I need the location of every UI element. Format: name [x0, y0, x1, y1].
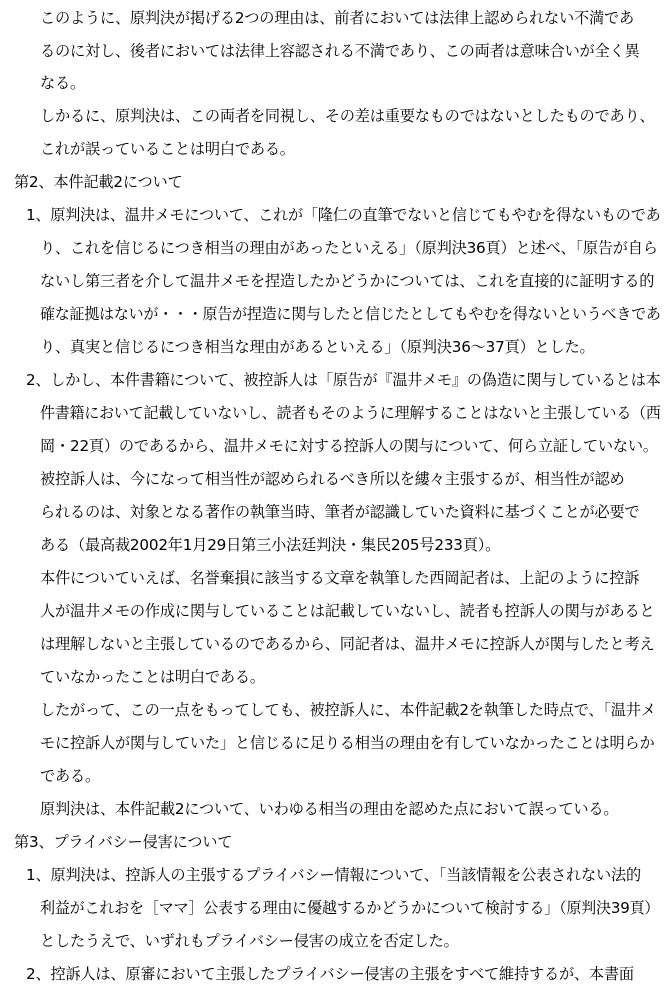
text-line: り、これを信じるにつき相当の理由があったといえる」（原判決36頁）と述べ、「原告が自ら	[40, 239, 658, 257]
text-line: このように、原判決が掲げる2つの理由は、前者においては法律上認められない不満であ	[40, 9, 634, 27]
text-line: 本件についていえば、名誉棄損に該当する文章を執筆した西岡記者は、上記のように控訴	[40, 569, 640, 587]
text-line: 1、原判決は、温井メモについて、これが「隆仁の直筆でないと信じてもやむを得ないものであ	[26, 206, 661, 224]
text-line: 1、原判決は、控訴人の主張するプライバシー情報について、「当該情報を公表されない法的	[26, 866, 641, 884]
text-line: ないし第三者を介して温井メモを捏造したかどうかについては、これを直接的に証明する的	[40, 272, 655, 290]
text-line: 原判決は、本件記載2について、いわゆる相当の理由を認めた点において誤っている。	[40, 800, 619, 818]
text-line: 件書籍において記載していないし、読者もそのように理解することはないと主張している（西	[40, 404, 661, 422]
text-line: は理解しないと主張しているのであるから、同記者は、温井メモに控訴人が関与したと考え	[40, 635, 655, 653]
text-line: 利益がこれおを［ママ］公表する理由に優越するかどうかについて検討する」（原判決39頁）	[40, 899, 660, 917]
text-line: ていなかったことは明白である。	[40, 668, 265, 686]
text-line: 2、控訴人は、原審において主張したプライバシー侵害の主張をすべて維持するが、本書面	[26, 965, 634, 983]
text-line: としたうえで、いずれもプライバシー侵害の成立を否定した。	[40, 932, 459, 950]
text-line: 人が温井メモの作成に関与していることは記載していないし、読者も控訴人の関与があると	[40, 602, 655, 620]
text-line: これが誤っていることは明白である。	[40, 140, 295, 158]
section-heading: 第3、プライバシー侵害について	[14, 833, 233, 851]
text-line: られるのは、対象となる著作の執筆当時、筆者が認識していた資料に基づくことが必要で	[40, 503, 640, 521]
section-heading: 第2、本件記載2について	[14, 173, 183, 191]
text-line: なる。	[40, 74, 85, 92]
text-line: モに控訴人が関与していた」と信じるに足りる相当の理由を有していなかったことは明らか	[40, 734, 655, 752]
text-line: したがって、この一点をもってしても、被控訴人に、本件記載2を執筆した時点で、「温井メ	[40, 701, 656, 719]
text-line: である。	[40, 767, 100, 785]
text-line: 被控訴人は、今になって相当性が認められるべき所以を縷々主張するが、相当性が認め	[40, 470, 625, 488]
text-line: 確な証拠はないが・・・原告が捏造に関与したと信じたとしてもやむを得ないというべきであ	[40, 305, 661, 323]
text-line: ある（最高裁2002年1月29日第三小法廷判決・集民205号233頁）。	[40, 536, 501, 554]
text-line: るのに対し、後者においては法律上容認される不満であり、この両者は意味合いが全く異	[40, 42, 640, 60]
text-line: 岡・22頁）のであるから、温井メモに対する控訴人の関与について、何ら立証していない。	[40, 437, 658, 455]
text-line: 2、しかし、本件書籍について、被控訴人は「原告が『温井メモ』の偽造に関与しているとは本	[26, 371, 661, 389]
text-line: しかるに、原判決は、この両者を同視し、その差は重要なものではないとしたものであり、	[40, 107, 655, 125]
text-line: り、真実と信じるにつき相当な理由があるといえる」（原判決36～37頁）とした。	[40, 338, 595, 356]
